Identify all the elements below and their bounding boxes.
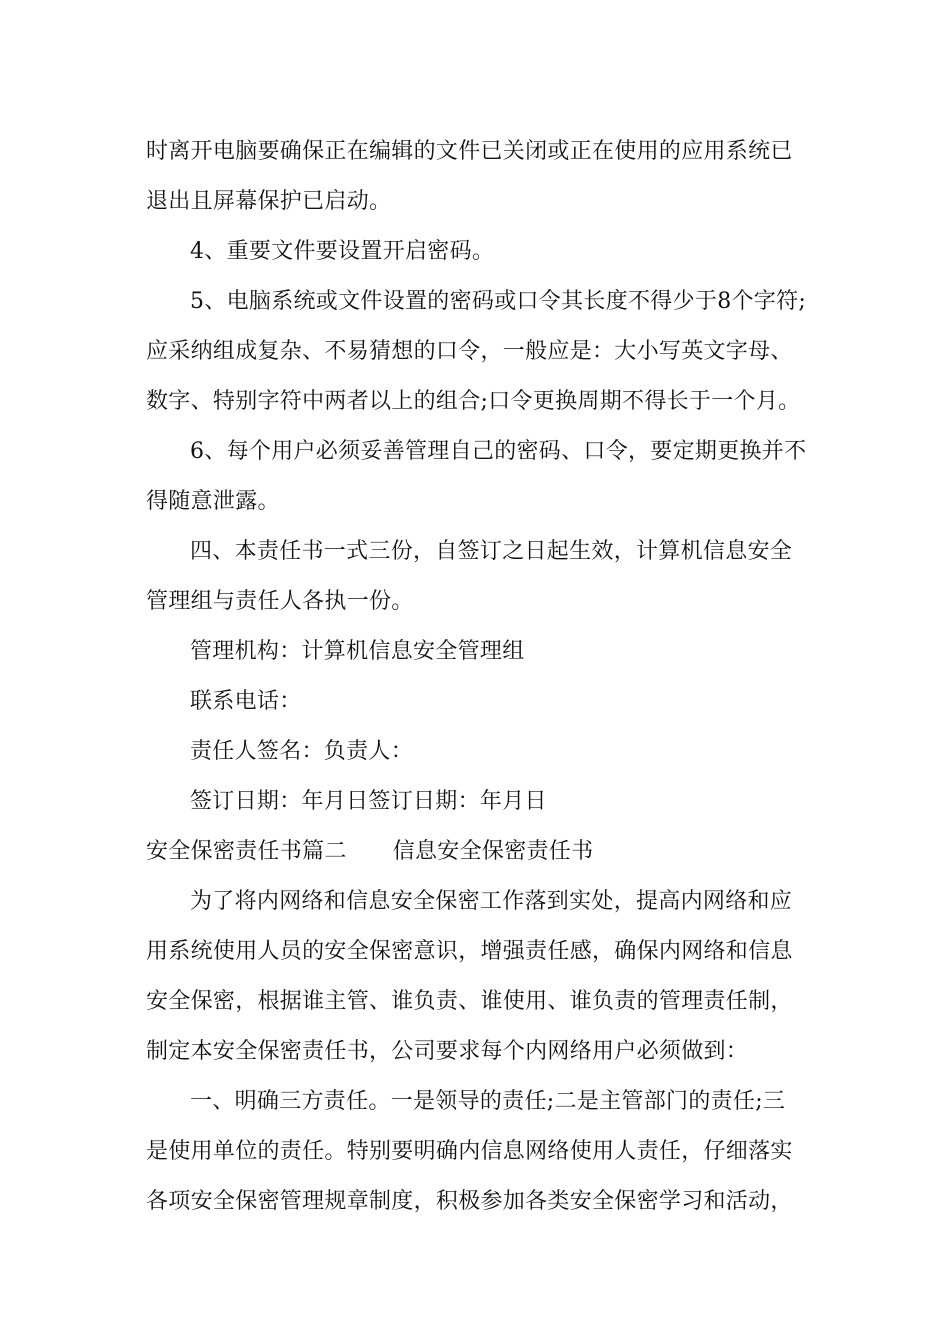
paragraph-line: 退出且屏幕保护已启动。 (146, 189, 392, 214)
intro-paragraph: 为了将内网络和信息安全保密工作落到实处，提高内网络和应 (190, 889, 793, 914)
section-heading (146, 837, 950, 867)
contact-phone: 联系电话： (190, 689, 302, 714)
clause-four: 四、本责任书一式三份，自签订之日起生效，计算机信息安全 (190, 539, 793, 564)
paragraph-line: 各项安全保密管理规章制度，积极参加各类安全保密学习和活动， (146, 1189, 793, 1214)
paragraph-line: 得随意泄露。 (146, 489, 280, 514)
paragraph-line: 数字、特别字符中两者以上的组合;口令更换周期不得长于一个月。 (146, 389, 801, 414)
paragraph-line: 制定本安全保密责任书，公司要求每个内网络用户必须做到： (146, 1039, 749, 1064)
paragraph-line: 安全保密，根据谁主管、谁负责、谁使用、谁负责的管理责任制， (146, 989, 793, 1014)
list-item-4: 4、重要文件要设置开启密码。 (190, 239, 495, 264)
signature-line: 责任人签名：负责人： (190, 739, 414, 764)
paragraph-line: 时离开电脑要确保正在编辑的文件已关闭或正在使用的应用系统已 (146, 139, 793, 164)
paragraph-line: 应采纳组成复杂、不易猜想的口令，一般应是：大小写英文字母、 (146, 339, 793, 364)
management-org: 管理机构：计算机信息安全管理组 (190, 639, 525, 664)
list-item-5: 5、电脑系统或文件设置的密码或口令其长度不得少于8个字符; (190, 289, 807, 314)
section-heading-right: 信息安全保密责任书 (392, 839, 594, 864)
clause-one: 一、明确三方责任。一是领导的责任;二是主管部门的责任;三 (190, 1089, 786, 1114)
paragraph-line: 是使用单位的责任。特别要明确内信息网络使用人责任，仔细落实 (146, 1139, 793, 1164)
paragraph-line: 用系统使用人员的安全保密意识，增强责任感，确保内网络和信息 (146, 939, 793, 964)
section-heading-left: 安全保密责任书篇二 (146, 839, 347, 864)
paragraph-line: 管理组与责任人各执一份。 (146, 589, 414, 614)
list-item-6: 6、每个用户必须妥善管理自己的密码、口令，要定期更换并不 (190, 439, 807, 464)
sign-date-line: 签订日期：年月日签订日期：年月日 (190, 789, 547, 814)
